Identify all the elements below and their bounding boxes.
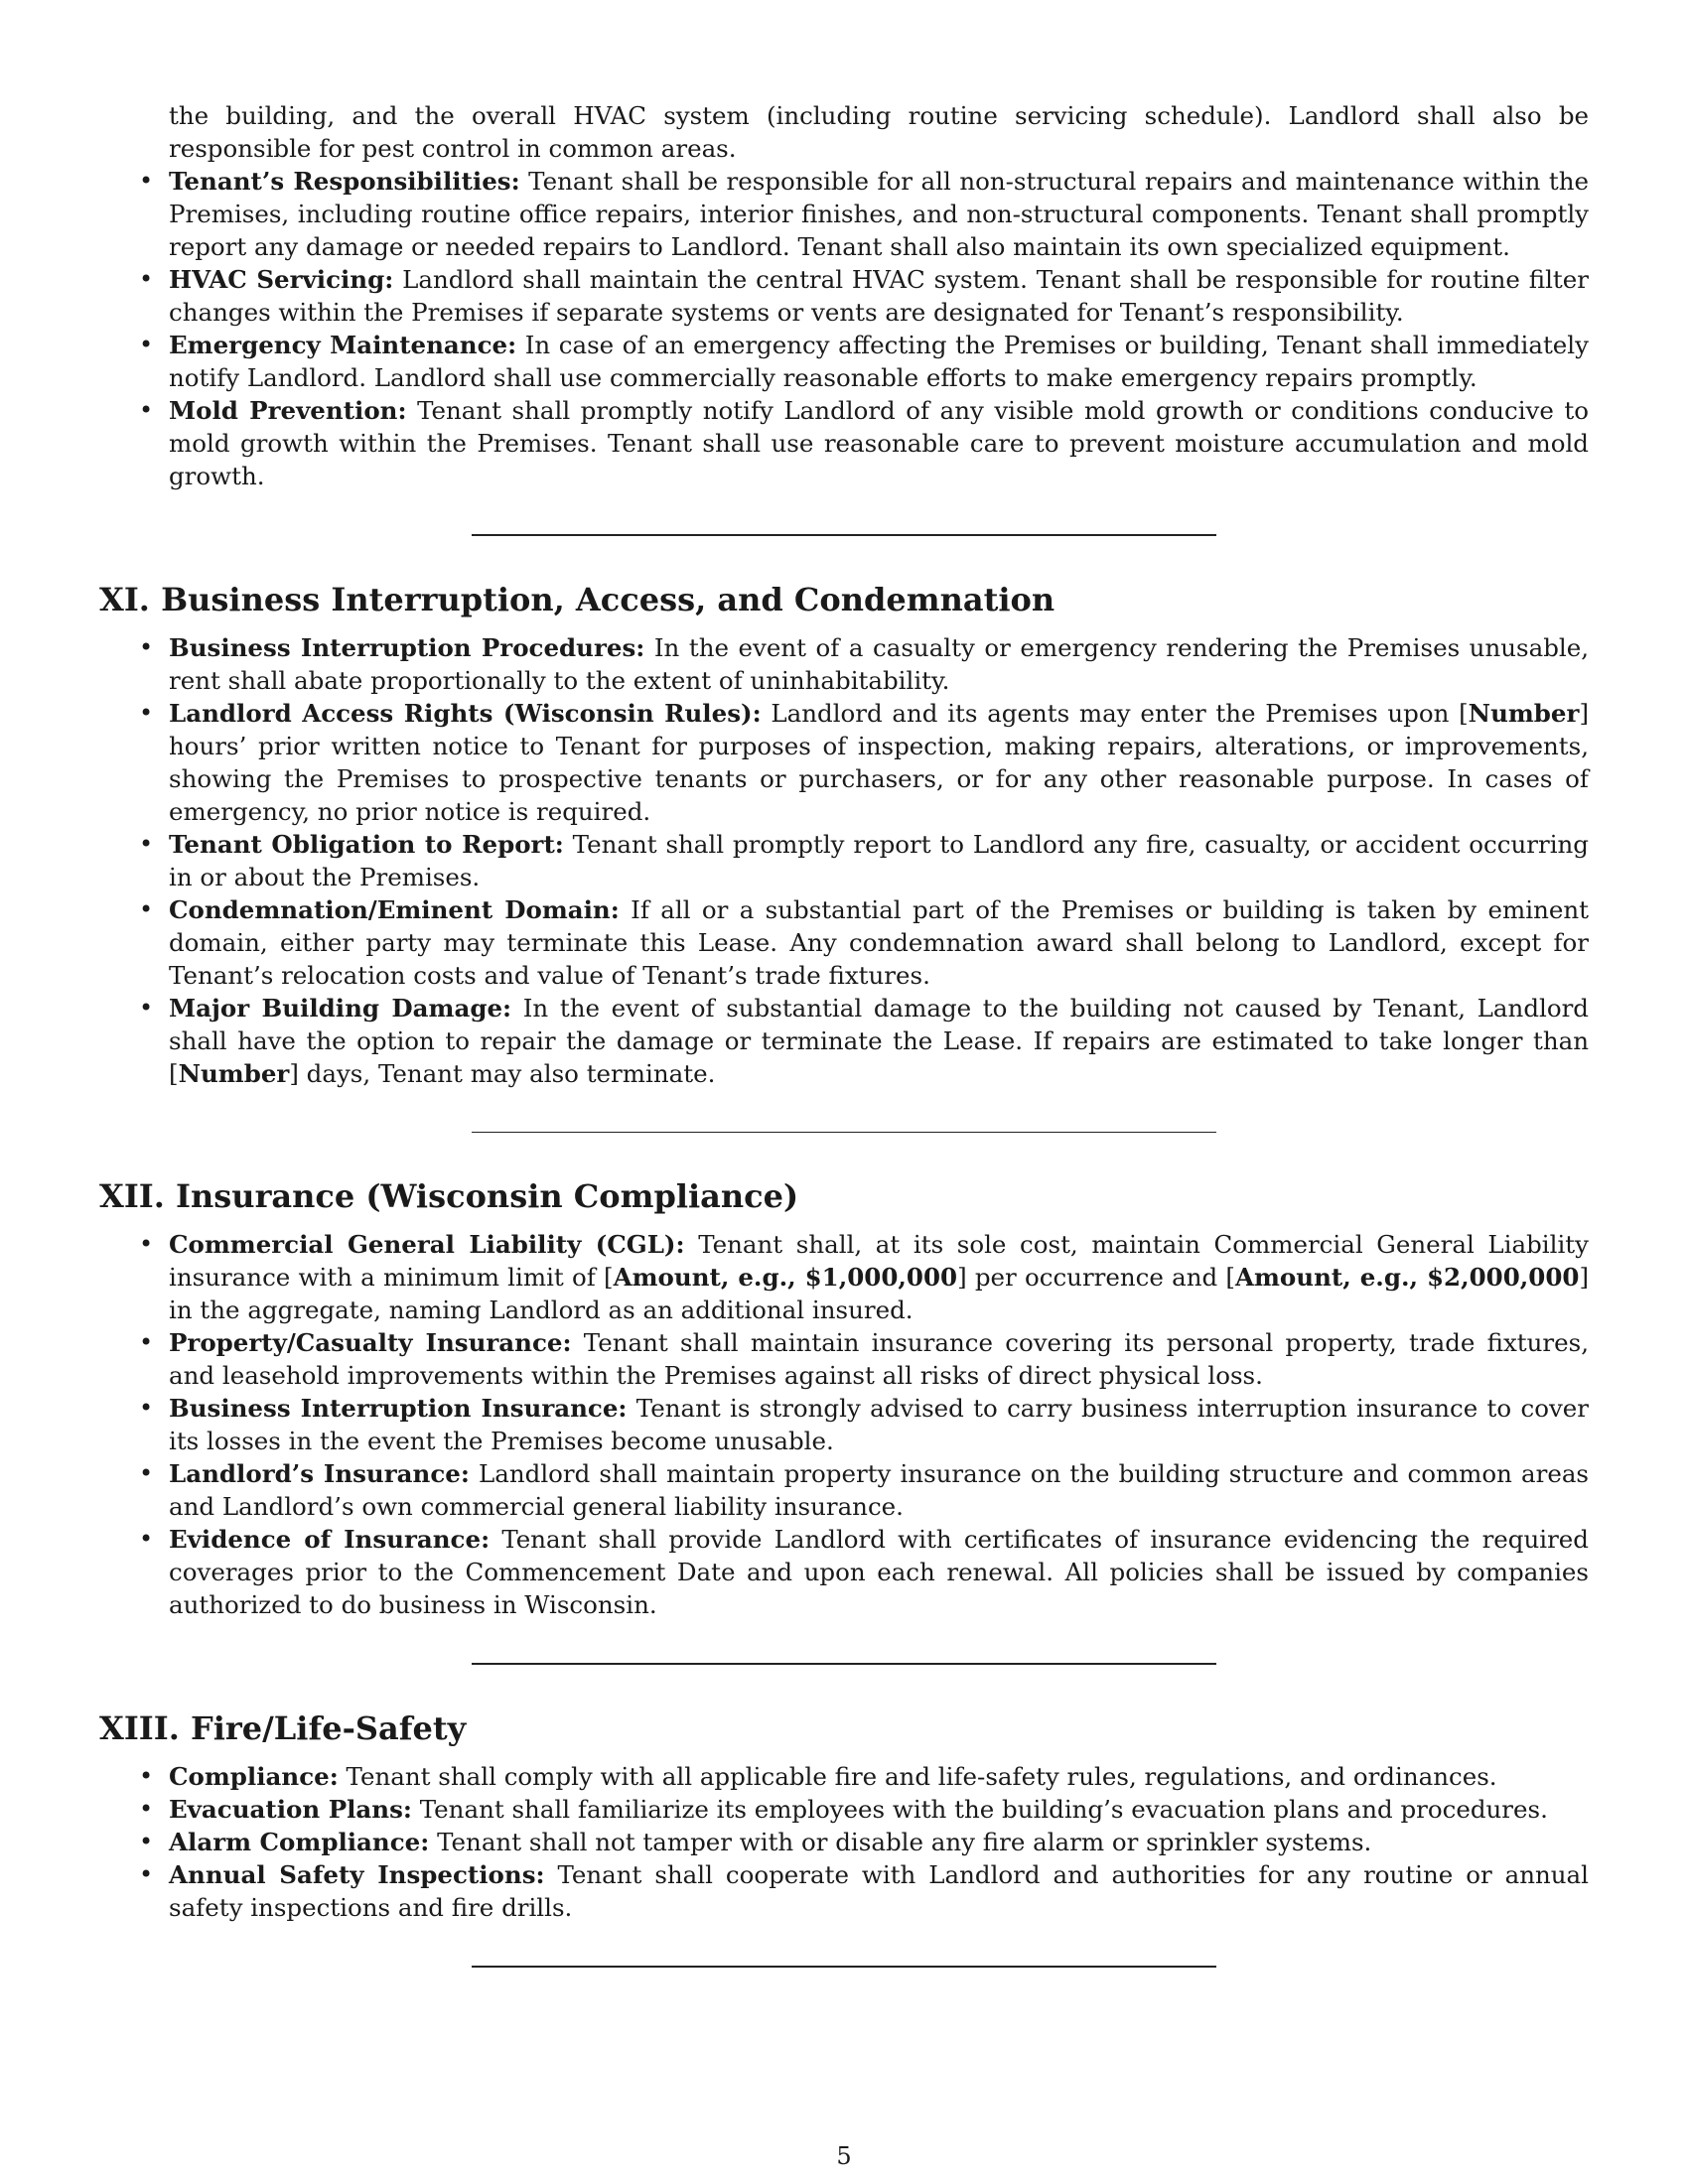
placeholder-field: Number	[178, 1059, 290, 1088]
document-page	[99, 99, 1589, 1968]
list-item	[99, 1326, 1589, 1392]
bullet-icon: •	[139, 633, 154, 661]
item-term: Evidence of Insurance:	[169, 1525, 491, 1554]
item-text: In case of an emergency affecting the Premises or building, Tenant shall immediately notify Landlord. Landlord shall use commercially reasonable efforts to make emergency repairs promptly.	[169, 331, 1589, 392]
bullet-icon: •	[139, 1394, 154, 1422]
bullet-icon: •	[139, 1525, 154, 1553]
item-text: ] in the aggregate, naming Landlord as an additional insured.	[169, 1263, 1589, 1324]
item-term: Alarm Compliance:	[169, 1828, 430, 1856]
bullet-icon: •	[139, 994, 154, 1022]
section-list	[99, 1228, 1589, 1621]
list-item	[99, 1858, 1589, 1924]
item-term: Compliance:	[169, 1762, 339, 1791]
item-term: Landlord’s Insurance:	[169, 1459, 470, 1488]
item-text: Tenant shall provide Landlord with certificates of insurance evidencing the required coverages prior to the Commencement Date and upon each renewal. All policies shall be issued by companies authorized to do business in Wisconsin.	[169, 1525, 1589, 1619]
item-text: Landlord shall maintain property insurance on the building structure and common areas and Landlord’s own commercial general liability insurance.	[169, 1459, 1590, 1521]
list-item	[99, 165, 1589, 263]
list-item	[99, 1793, 1589, 1826]
list-item	[99, 1392, 1589, 1457]
item-text: ] days, Tenant may also terminate.	[289, 1059, 716, 1088]
continuation-paragraph: the building, and the overall HVAC system (including routine servicing schedule). Landlord shall also be responsible for pest control in common areas.	[169, 101, 1589, 163]
item-text: Tenant shall promptly notify Landlord of any visible mold growth or conditions conducive to mold growth within the Premises. Tenant shall use reasonable care to prevent moisture accumulation and mold growth.	[169, 396, 1589, 490]
list-item	[99, 394, 1589, 492]
list-item	[99, 1523, 1589, 1621]
page-number: 5	[836, 2142, 852, 2170]
list-item	[99, 1760, 1589, 1793]
item-text: Tenant shall comply with all applicable fire and life-safety rules, regulations, and ordinances.	[338, 1762, 1497, 1791]
bullet-icon: •	[139, 895, 154, 923]
item-text: Tenant is strongly advised to carry business interruption insurance to cover its losses in the event the Premises become unusable.	[169, 1394, 1589, 1455]
item-text: If all or a substantial part of the Premises or building is taken by eminent domain, either party may terminate this Lease. Any condemnation award shall belong to Landlord, except for Tenant’s relocation costs and value of Tenant’s trade fixtures.	[169, 895, 1589, 990]
bullet-icon: •	[139, 1328, 154, 1356]
bullet-icon: •	[139, 396, 154, 424]
list-item	[99, 1457, 1589, 1523]
bullet-icon: •	[139, 265, 154, 293]
list-item	[99, 828, 1589, 893]
item-term: Landlord Access Rights (Wisconsin Rules):	[169, 699, 762, 728]
section-divider	[99, 534, 1589, 536]
item-text: Landlord shall maintain the central HVAC system. Tenant shall be responsible for routine filter changes within the Premises if separate systems or vents are designated for Tenant’s responsibility.	[169, 265, 1589, 327]
item-text: Tenant shall not tamper with or disable any fire alarm or sprinkler systems.	[429, 1828, 1372, 1856]
bullet-icon: •	[139, 830, 154, 858]
item-term: Annual Safety Inspections:	[169, 1860, 545, 1889]
bullet-icon: •	[139, 331, 154, 358]
section-divider	[99, 1966, 1589, 1968]
item-term: Condemnation/Eminent Domain:	[169, 895, 620, 924]
list-item	[99, 1826, 1589, 1858]
section-list	[99, 631, 1589, 1090]
list-item	[99, 697, 1589, 828]
item-text: In the event of a casualty or emergency rendering the Premises unusable, rent shall abate proportionally to the extent of uninhabitability.	[169, 633, 1589, 695]
item-term: Business Interruption Insurance:	[169, 1394, 628, 1423]
placeholder-field: Number	[1468, 699, 1580, 728]
section-heading: XIII. Fire/Life-Safety	[99, 1709, 467, 1747]
list-item	[99, 992, 1589, 1090]
section-heading: XI. Business Interruption, Access, and Condemnation	[99, 581, 1055, 618]
item-text: ] hours’ prior written notice to Tenant for purposes of inspection, making repairs, alterations, or improvements, showing the Premises to prospective tenants or purchasers, or for any other reasonable purpose. In cases of emergency, no prior notice is required.	[169, 699, 1589, 826]
intro-list	[99, 165, 1589, 492]
section-divider	[99, 1132, 1589, 1133]
item-text: Tenant shall familiarize its employees with the building’s evacuation plans and procedures.	[411, 1795, 1548, 1824]
section-divider	[99, 1663, 1589, 1665]
item-text: ] per occurrence and [	[957, 1263, 1235, 1292]
item-text: Tenant shall, at its sole cost, maintain Commercial General Liability insurance with a minimum limit of [	[169, 1230, 1589, 1292]
bullet-icon: •	[139, 1230, 154, 1258]
item-term: Evacuation Plans:	[169, 1795, 412, 1824]
item-term: Business Interruption Procedures:	[169, 633, 645, 662]
item-term: Tenant Obligation to Report:	[169, 830, 564, 859]
item-text: Tenant shall be responsible for all non-structural repairs and maintenance within the Premises, including routine office repairs, interior finishes, and non-structural components. Tenant shall promptly report any damage or needed repairs to Landlord. Tenant shall also maintain its own specialized equipment.	[169, 167, 1589, 261]
bullet-icon: •	[139, 1795, 154, 1823]
item-text: Tenant shall maintain insurance covering its personal property, trade fixtures, and leasehold improvements within the Premises against all risks of direct physical loss.	[169, 1328, 1589, 1390]
item-term: Emergency Maintenance:	[169, 331, 517, 359]
bullet-icon: •	[139, 699, 154, 727]
item-term: Mold Prevention:	[169, 396, 407, 425]
item-term: Property/Casualty Insurance:	[169, 1328, 572, 1357]
placeholder-field: Amount, e.g., $2,000,000	[1234, 1263, 1580, 1292]
list-item	[99, 893, 1589, 992]
item-term: Major Building Damage:	[169, 994, 512, 1023]
bullet-icon: •	[139, 167, 154, 195]
section-list	[99, 1760, 1589, 1924]
item-text: Landlord and its agents may enter the Premises upon [	[761, 699, 1469, 728]
item-term: HVAC Servicing:	[169, 265, 394, 294]
item-text: Tenant shall promptly report to Landlord any fire, casualty, or accident occurring in or about the Premises.	[169, 830, 1589, 891]
bullet-icon: •	[139, 1828, 154, 1855]
bullet-icon: •	[139, 1762, 154, 1790]
list-item	[99, 329, 1589, 394]
list-item	[99, 263, 1589, 329]
list-item	[99, 631, 1589, 697]
item-term: Tenant’s Responsibilities:	[169, 167, 520, 196]
list-item	[99, 1228, 1589, 1326]
section-heading: XII. Insurance (Wisconsin Compliance)	[99, 1177, 799, 1215]
item-text: Tenant shall cooperate with Landlord and authorities for any routine or annual safety inspections and fire drills.	[169, 1860, 1589, 1922]
bullet-icon: •	[139, 1459, 154, 1487]
bullet-icon: •	[139, 1860, 154, 1888]
placeholder-field: Amount, e.g., $1,000,000	[613, 1263, 958, 1292]
item-term: Commercial General Liability (CGL):	[169, 1230, 685, 1259]
item-text: In the event of substantial damage to the building not caused by Tenant, Landlord shall have the option to repair the damage or terminate the Lease. If repairs are estimated to take longer than [	[169, 994, 1589, 1088]
